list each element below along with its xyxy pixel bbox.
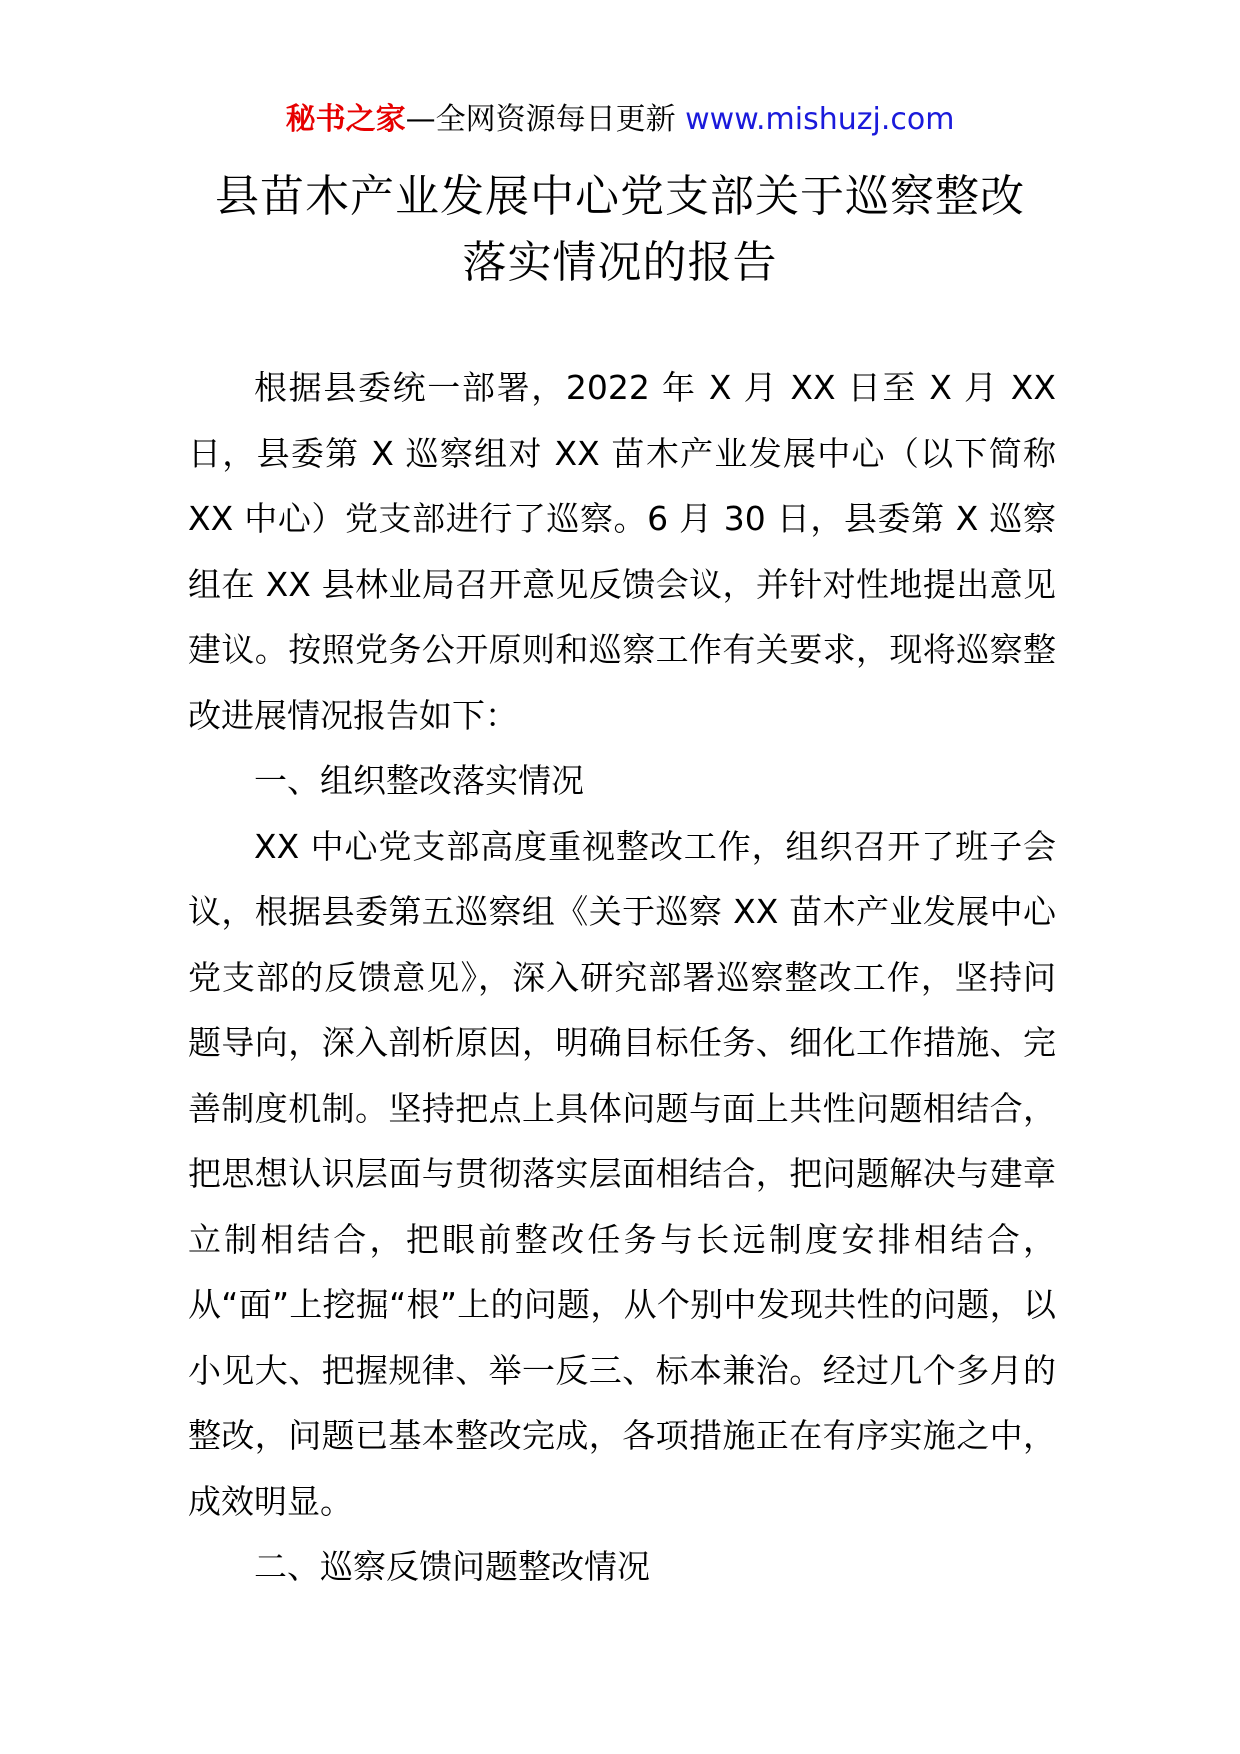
title-line-2: 落实情况的报告: [462, 237, 778, 288]
title-line-1: 县苗木产业发展中心党支部关于巡察整改: [215, 171, 1025, 222]
document-title: [0, 164, 1240, 296]
document-body: [188, 355, 1056, 1600]
intro-paragraph: 根据县委统一部署，2022 年 X 月 XX 日至 X 月 XX 日，县委第 X 巡察组对 XX 苗木产业发展中心（以下简称 XX 中心）党支部进行了巡察。6 月 30 日，县委第 X 巡察组在 XX 县林业局召开意见反馈会议，并针对性地提出意见建议。按照党务公开原则和巡察工作有关要求，现将巡察整改进展情况报告如下：: [188, 368, 1056, 735]
header-tagline: —全网资源每日更新: [405, 102, 686, 137]
section-heading-1: 一、组织整改落实情况: [254, 761, 584, 800]
section-1-paragraph: XX 中心党支部高度重视整改工作，组织召开了班子会议，根据县委第五巡察组《关于巡察 XX 苗木产业发展中心党支部的反馈意见》，深入研究部署巡察整改工作，坚持问题导向，深入剖析原因，明确目标任务、细化工作措施、完善制度机制。坚持把点上具体问题与面上共性问题相结合，把思想认识层面与贯彻落实层面相结合，把问题解决与建章立制相结合，把眼前整改任务与长远制度安排相结合，从“面”上挖掘“根”上的问题，从个别中发现共性的问题，以小见大、把握规律、举一反三、标本兼治。经过几个多月的整改，问题已基本整改完成，各项措施正在有序实施之中，成效明显。: [188, 826, 1056, 1521]
brand-name: 秘书之家: [285, 102, 406, 137]
site-url-link[interactable]: www.mishuzj.com: [685, 102, 955, 137]
site-header: [0, 98, 1240, 142]
section-heading-2: 二、巡察反馈问题整改情况: [254, 1547, 650, 1586]
